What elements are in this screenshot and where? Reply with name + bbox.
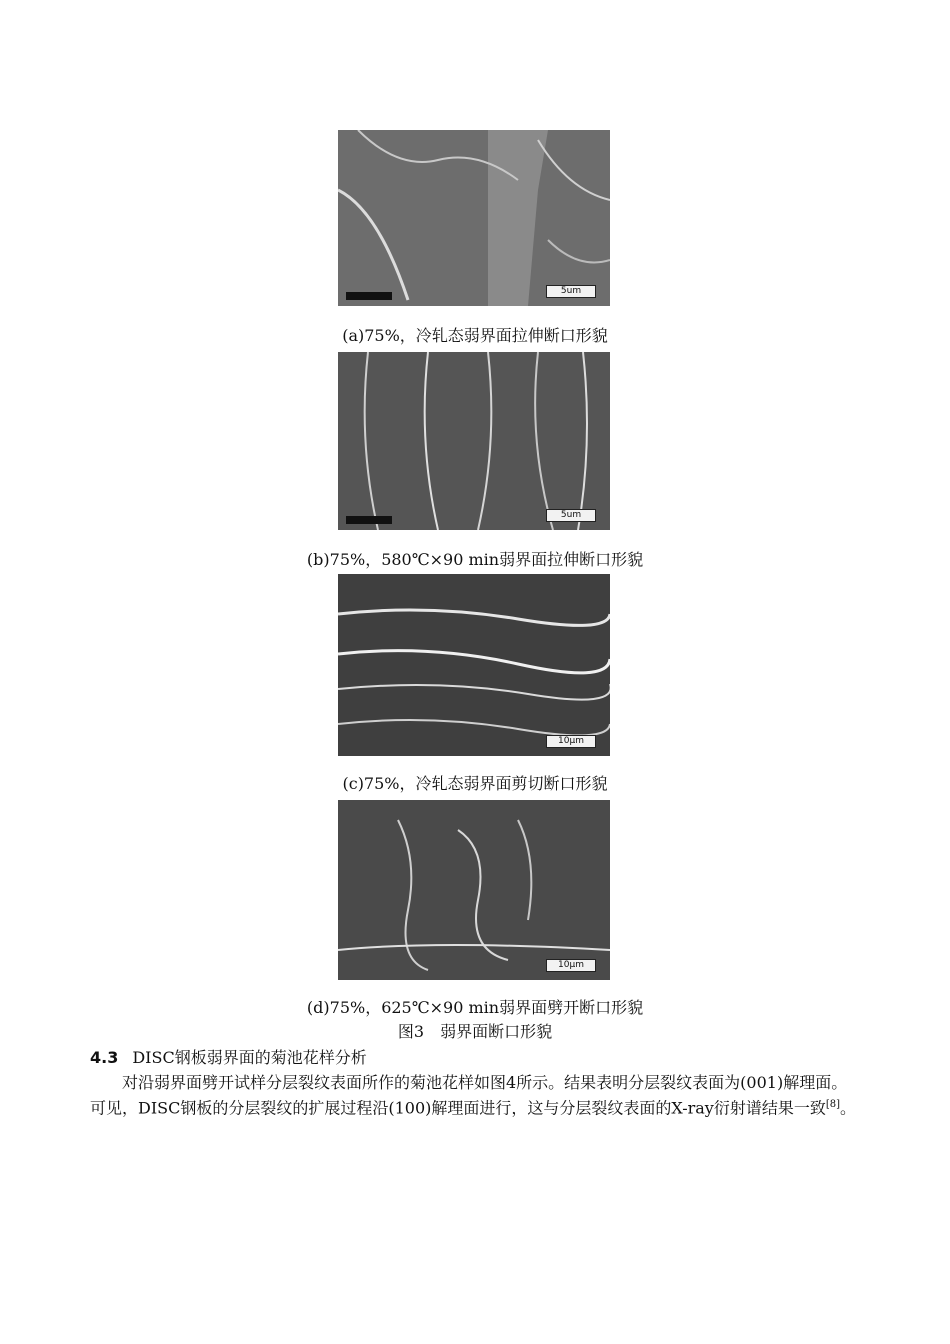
micrograph-a-texture (338, 130, 610, 306)
scale-bar: 10μm (546, 735, 596, 748)
micrograph-stamp (346, 516, 392, 524)
section-number: 4.3 (90, 1048, 119, 1067)
micrograph-a (338, 130, 610, 306)
section-heading (90, 1048, 367, 1068)
paragraph-end: 。 (840, 1098, 857, 1118)
caption-b: (b)75%，580℃×90 min弱界面拉伸断口形貌 (306, 550, 644, 569)
scale-bar: 5um (546, 285, 596, 298)
micrograph-b (338, 352, 610, 530)
caption-a: (a)75%，冷轧态弱界面拉伸断口形貌 (342, 326, 608, 345)
micrograph-c (338, 574, 610, 756)
micrograph-d (338, 800, 610, 980)
scale-bar: 10μm (546, 959, 596, 972)
micrograph-d-texture (338, 800, 610, 980)
citation: [8] (825, 1099, 841, 1110)
figure-title: 图3 弱界面断口形貌 (397, 1022, 553, 1041)
micrograph-stamp (346, 292, 392, 300)
caption-c: (c)75%，冷轧态弱界面剪切断口形貌 (342, 774, 608, 793)
scale-bar: 5um (546, 509, 596, 522)
body-paragraph (90, 1072, 860, 1119)
section-title: DISC钢板弱界面的菊池花样分析 (132, 1048, 367, 1067)
micrograph-b-texture (338, 352, 610, 530)
paragraph-text: 对沿弱界面劈开试样分层裂纹表面所作的菊池花样如图4所示。结果表明分层裂纹表面为(001)解理面。可见，DISC钢板的分层裂纹的扩展过程沿(100)解理面进行，这与分层裂纹表面的X-ray衍射谱结果一致 (90, 1073, 848, 1118)
micrograph-c-texture (338, 574, 610, 756)
caption-d: (d)75%，625℃×90 min弱界面劈开断口形貌 (306, 998, 644, 1017)
